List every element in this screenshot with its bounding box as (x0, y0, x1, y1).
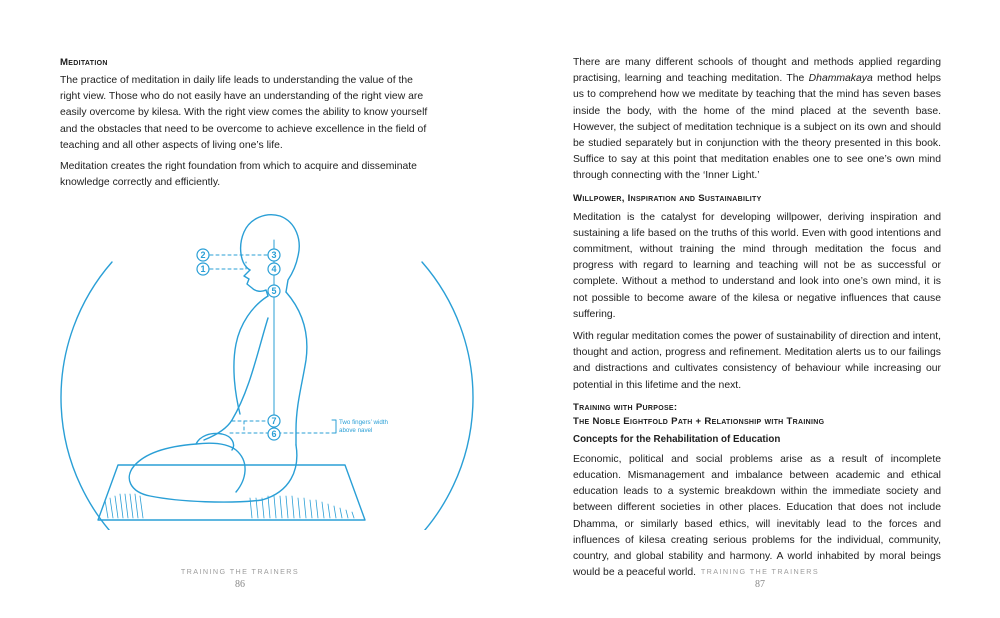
left-footer (140, 567, 340, 590)
base-marker-7 (268, 415, 280, 427)
legs-outline (129, 443, 297, 502)
page-number: 86 (235, 579, 245, 590)
paragraph-sustainability: With regular meditation comes the power of sustainability of direction and intent, thought and action, progress and refinement. Meditation alerts us to our failings and distractions and cultivates consistency of behaviour while increasing our potential in this lifetime and the next. (573, 331, 941, 391)
meditation-figure (0, 200, 500, 530)
page-number: 87 (755, 579, 765, 590)
paragraph-intro: There are many different schools of thought and methods applied regarding practising, learning and teaching meditation. The Dhammakaya method helps us to comprehend how we meditate by teaching that the mind has seven bases inside the body, with the home of the mind placed at the seventh base. However, the subject of meditation technique is a subject on its own and should be studied separately but in conjunction with the theory presented in this book. Suffice to say at this point that meditation enables one to see one’s own mind through connecting with the ‘Inner Light.’ (573, 57, 941, 182)
circle-outline (61, 262, 473, 530)
svg-text:3: 3 (271, 250, 277, 260)
right-page (500, 0, 1000, 618)
section-heading-willpower: Willpower, Inspiration and Sustainability (573, 192, 762, 204)
right-text-column (573, 55, 941, 581)
paragraph-willpower: Meditation is the catalyst for developing willpower, deriving inspiration and sustaining a life based on the truths of this world. Even with good intentions and commitment, without training the mind through meditation the focus and progress with regard to learning and teaching will not be as successful or complete. Without a method to understand and look into one’s own mind, it is not possible to become aware of the kilesa or negative influences that cause suffering. (573, 211, 941, 320)
svg-text:6: 6 (271, 429, 277, 439)
svg-text:7: 7 (271, 416, 277, 426)
section-heading-eightfold-path: The Noble Eightfold Path + Relationship with Training (573, 415, 825, 427)
chest-outline (234, 296, 268, 414)
face-outline (244, 270, 268, 296)
svg-text:4: 4 (271, 264, 277, 274)
svg-text:5: 5 (271, 286, 277, 296)
base-marker-4 (268, 263, 280, 275)
base-marker-6 (268, 428, 280, 440)
running-footer-title: TRAINING THE TRAINERS (700, 567, 820, 576)
base-marker-5 (268, 285, 280, 297)
right-footer (660, 567, 860, 590)
base-marker-1 (197, 263, 209, 275)
paragraph-education: Economic, political and social problems arise as a result of incomplete education. Mismanagement and imbalance between academic and ethical education leads to a systemic breakdown within the immediate society and between different societies in other places. Education that does not include Dhamma, or similarly based ethics, will inevitably lead to the forces and influences of kilesa creating serious problems for the individual, community, country, and global stability and harmony. A world inhabited by moral beings would be a peaceful world. (573, 453, 941, 579)
annotation-bracket (332, 420, 336, 433)
base-marker-2 (197, 249, 209, 261)
section-heading-training-purpose: Training with Purpose: (573, 401, 678, 413)
paragraph-meditation-1: The practice of meditation in daily life leads to understanding the value of the right view. Those who do not easily have an understanding of the right view are easily overcome by kilesa. With the right view comes the ability to know yourself and the obstacles that need to be overcome to achieve excellence in the field of teaching and all other aspects of living one’s life. (60, 75, 428, 151)
hands-outline (196, 433, 234, 450)
svg-text:2: 2 (200, 250, 206, 260)
meditation-mat (98, 465, 365, 520)
paragraph-meditation-2: Meditation creates the right foundation from which to acquire and disseminate knowledge correctly and efficiently. (60, 161, 417, 189)
base-marker-3 (268, 249, 280, 261)
annotation-text-line2: above navel (339, 427, 373, 434)
arm-outline (204, 318, 268, 440)
mat-texture (105, 494, 354, 518)
back-outline (286, 292, 307, 445)
running-footer-title: TRAINING THE TRAINERS (180, 567, 300, 576)
annotation-text-line1: Two fingers’ width (339, 419, 388, 426)
svg-text:1: 1 (200, 264, 206, 274)
left-text-column (60, 57, 428, 191)
section-heading-meditation: Meditation (60, 57, 108, 68)
subheading-rehabilitation: Concepts for the Rehabilitation of Education (573, 433, 781, 445)
